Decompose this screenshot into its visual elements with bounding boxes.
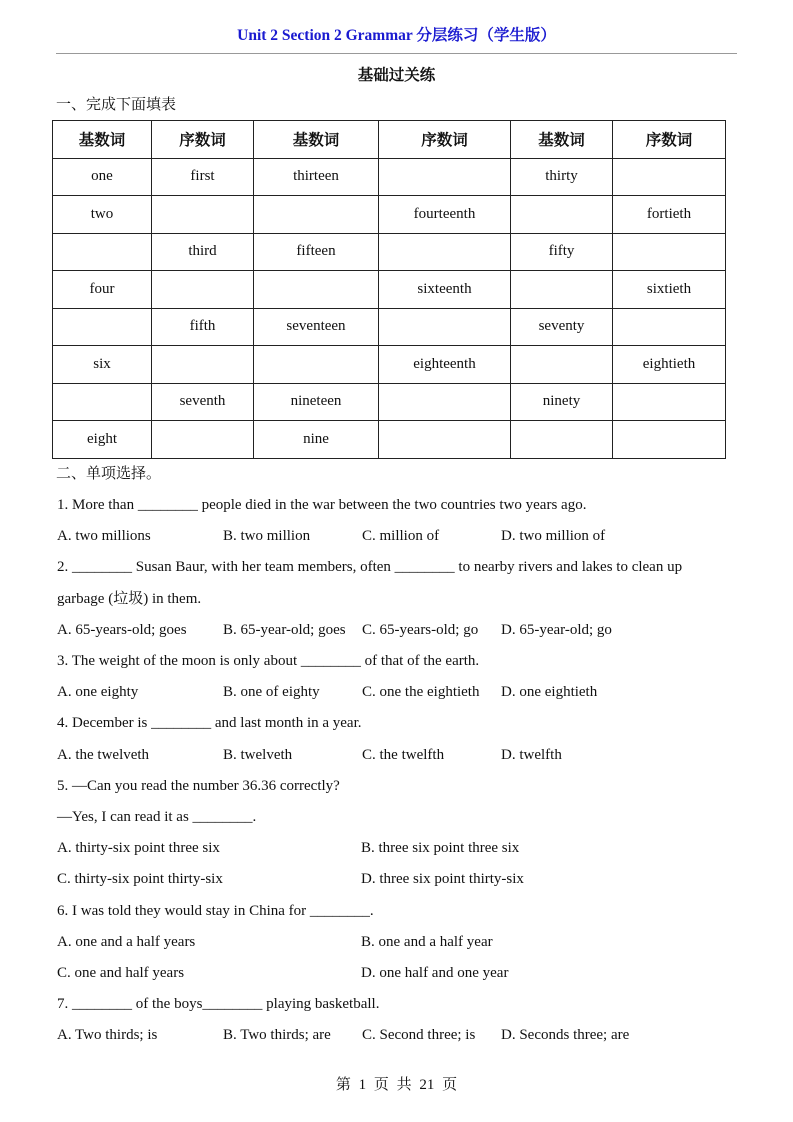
options-row (57, 1020, 732, 1051)
table-cell (613, 308, 726, 346)
question (57, 708, 732, 770)
table-header-cell: 序数词 (152, 121, 254, 159)
table-cell (511, 346, 613, 384)
table-cell (152, 421, 254, 459)
option: C. the twelfth (362, 746, 445, 763)
option: A. Two thirds; is (57, 1027, 158, 1044)
question (57, 771, 732, 896)
option: B. 65-year-old; goes (223, 621, 346, 638)
option: C. Second three; is (362, 1027, 476, 1044)
table-cell (613, 158, 726, 196)
table-cell: eight (53, 421, 152, 459)
options-row (57, 615, 732, 646)
option: C. one and half years (57, 965, 185, 982)
question (57, 989, 732, 1051)
table-header-cell: 基数词 (511, 121, 613, 159)
table-cell (379, 158, 511, 196)
table-header-cell: 基数词 (254, 121, 379, 159)
table-cell: fifth (152, 308, 254, 346)
table-cell (511, 421, 613, 459)
question-stem: —Yes, I can read it as ________. (57, 809, 257, 826)
option: B. one and a half year (361, 933, 493, 950)
table-header-cell: 序数词 (379, 121, 511, 159)
question (57, 490, 732, 552)
table-row (53, 158, 726, 196)
question-stem: 1. More than ________ people died in the war between the two countries two years ago. (57, 497, 587, 513)
option: D. one eightieth (501, 684, 598, 701)
option: D. 65-year-old; go (501, 621, 612, 638)
table-header-row (53, 121, 726, 159)
option: B. two million (223, 528, 311, 545)
table-cell (53, 233, 152, 271)
header-divider (56, 53, 737, 54)
table-cell: first (152, 158, 254, 196)
table-cell (254, 271, 379, 309)
option: B. one of eighty (223, 684, 320, 701)
question-stem: 2. ________ Susan Baur, with her team members, often ________ to nearby rivers and lakes to clean up (57, 559, 683, 576)
page-number: 第 1 页 共 21 页 (335, 1077, 458, 1093)
option: A. one and a half years (57, 933, 196, 950)
table-cell (53, 383, 152, 421)
table-cell (152, 346, 254, 384)
table-row (53, 383, 726, 421)
option: B. Two thirds; are (223, 1027, 331, 1044)
option: B. three six point three six (361, 840, 520, 857)
question-stem: 5. —Can you read the number 36.36 correctly? (57, 777, 340, 794)
table-cell (254, 346, 379, 384)
options-row (57, 740, 732, 771)
table-cell: seventy (511, 308, 613, 346)
table-cell: seventeen (254, 308, 379, 346)
table-cell (152, 271, 254, 309)
table-cell: fifteen (254, 233, 379, 271)
question-stem: 7. ________ of the boys________ playing basketball. (57, 996, 380, 1013)
table-cell: one (53, 158, 152, 196)
table-cell: two (53, 196, 152, 234)
table-row (53, 308, 726, 346)
option: C. million of (362, 528, 440, 545)
question-stem: 4. December is ________ and last month in a year. (57, 715, 362, 732)
option: D. three six point thirty-six (361, 871, 524, 888)
document-title: Unit 2 Section 2 Grammar 分层练习（学生版） (237, 27, 556, 44)
table-cell: six (53, 346, 152, 384)
table-cell (511, 196, 613, 234)
table-cell: fourteenth (379, 196, 511, 234)
option: A. thirty-six point three six (57, 840, 220, 857)
options-row (57, 958, 732, 989)
option: D. Seconds three; are (501, 1027, 630, 1044)
question (57, 552, 732, 646)
question (57, 896, 732, 990)
table-cell: nine (254, 421, 379, 459)
option: A. two millions (57, 528, 151, 545)
table-row (53, 196, 726, 234)
table-cell (254, 196, 379, 234)
option: A. one eighty (57, 684, 139, 701)
options-row (57, 521, 732, 552)
table-body (53, 158, 726, 458)
table-cell: thirteen (254, 158, 379, 196)
option: A. the twelveth (57, 746, 150, 763)
table-cell (379, 383, 511, 421)
option: C. one the eightieth (362, 684, 480, 701)
question-stem: 3. The weight of the moon is only about ________ of that of the earth. (57, 653, 480, 670)
table-cell: sixteenth (379, 271, 511, 309)
table-row (53, 421, 726, 459)
table-row (53, 346, 726, 384)
table-cell (379, 233, 511, 271)
table-cell: thirty (511, 158, 613, 196)
options-row (57, 864, 732, 895)
table-cell (379, 421, 511, 459)
table-cell: fortieth (613, 196, 726, 234)
option: B. twelveth (223, 746, 293, 763)
table-cell: ninety (511, 383, 613, 421)
options-row (57, 677, 732, 708)
options-row (57, 833, 732, 864)
option: A. 65-years-old; goes (57, 621, 187, 638)
table-header-cell: 基数词 (53, 121, 152, 159)
option: D. twelfth (501, 746, 562, 763)
table-cell: seventh (152, 383, 254, 421)
option: C. thirty-six point thirty-six (57, 871, 223, 888)
table-header-cell: 序数词 (613, 121, 726, 159)
section2-title: 二、单项选择。 (56, 466, 162, 482)
table-cell: eightieth (613, 346, 726, 384)
table-row (53, 233, 726, 271)
table-cell: nineteen (254, 383, 379, 421)
section-heading: 基础过关练 (357, 67, 436, 84)
table-cell (379, 308, 511, 346)
table-cell (613, 233, 726, 271)
table-row (53, 271, 726, 309)
table-cell: sixtieth (613, 271, 726, 309)
table-cell: fifty (511, 233, 613, 271)
question-list (57, 490, 732, 1052)
table-cell (152, 196, 254, 234)
question-stem: 6. I was told they would stay in China for ________. (57, 902, 374, 919)
table-cell (511, 271, 613, 309)
number-table (52, 120, 726, 459)
table-cell: four (53, 271, 152, 309)
section1-title: 一、完成下面填表 (56, 97, 177, 113)
table-cell (53, 308, 152, 346)
table-cell: eighteenth (379, 346, 511, 384)
table-cell (613, 383, 726, 421)
table-cell: third (152, 233, 254, 271)
question (57, 646, 732, 708)
question-stem: garbage (垃圾) in them. (57, 590, 202, 607)
option: C. 65-years-old; go (362, 621, 479, 638)
option: D. one half and one year (361, 965, 509, 982)
option: D. two million of (501, 528, 606, 545)
options-row (57, 927, 732, 958)
table-cell (613, 421, 726, 459)
